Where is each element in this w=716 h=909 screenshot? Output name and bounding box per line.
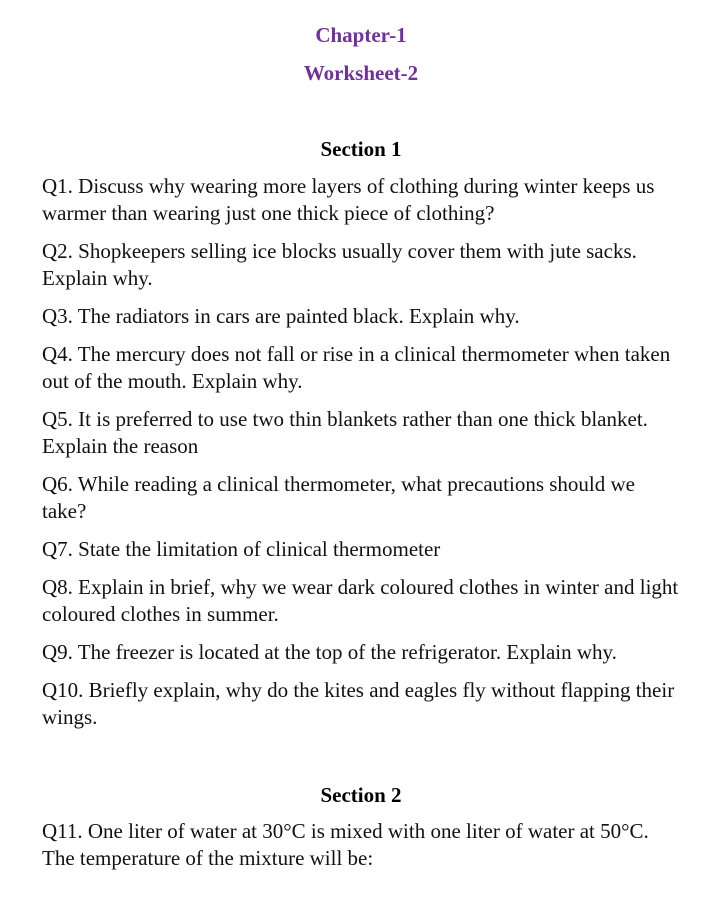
question-9: Q9. The freezer is located at the top of the refrigerator. Explain why. [42, 640, 617, 664]
question-4: Q4. The mercury does not fall or rise in a clinical thermometer when taken out of the mouth. Explain why. [42, 342, 671, 393]
question-8: Q8. Explain in brief, why we wear dark coloured clothes in winter and light coloured clothes in summer. [42, 575, 679, 626]
question-2: Q2. Shopkeepers selling ice blocks usually cover them with jute sacks. Explain why. [42, 239, 637, 290]
question-10: Q10. Briefly explain, why do the kites and eagles fly without flapping their wings. [42, 678, 675, 729]
worksheet-title: Worksheet-2 [303, 61, 419, 85]
question-7: Q7. State the limitation of clinical thermometer [42, 537, 441, 561]
chapter-title: Chapter-1 [315, 23, 407, 47]
question-1: Q1. Discuss why wearing more layers of clothing during winter keeps us warmer than wearing just one thick piece of clothing? [42, 174, 655, 225]
question-3: Q3. The radiators in cars are painted black. Explain why. [42, 304, 520, 328]
section-2-title: Section 2 [320, 783, 402, 807]
question-6: Q6. While reading a clinical thermometer, what precautions should we take? [42, 472, 635, 523]
question-11: Q11. One liter of water at 30°C is mixed with one liter of water at 50°C. The temperature of the mixture will be: [42, 819, 649, 870]
question-5: Q5. It is preferred to use two thin blankets rather than one thick blanket. Explain the reason [42, 407, 648, 458]
section-1-title: Section 1 [320, 137, 402, 161]
